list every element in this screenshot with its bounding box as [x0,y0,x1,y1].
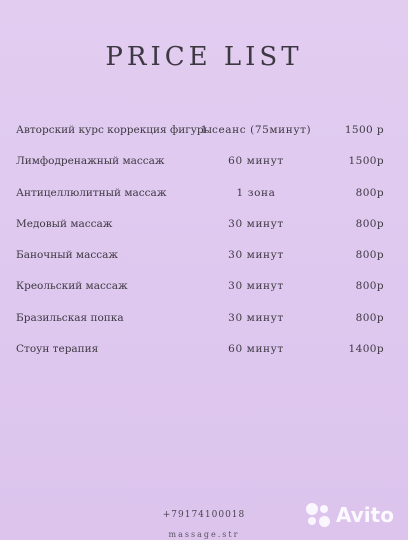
service-duration: 60 минут [228,155,284,168]
service-price: 800р [355,311,384,324]
service-name: Медовый массаж [16,217,113,230]
service-price: 800р [355,217,384,230]
service-price: 1500 р [344,124,384,136]
table-row [0,118,408,149]
avito-watermark [304,500,400,530]
service-duration: 30 минут [228,249,284,262]
table-row [0,274,408,305]
table-row [0,212,408,243]
table-row [0,337,408,368]
avito-logo-icon [304,501,332,529]
price-table [0,118,408,368]
service-price: 800р [355,186,384,199]
service-price: 1500р [348,155,384,168]
service-name: Антицеллюлитный массаж [16,186,167,199]
avito-wordmark: Avito [336,503,394,527]
table-row [0,306,408,337]
page-title: PRICE LIST [105,42,303,72]
service-name: Баночный массаж [16,249,119,262]
service-duration: 1 сеанс (75минут) [200,124,312,136]
service-price: 800р [355,280,384,293]
service-price: 800р [355,249,384,262]
service-name: Стоун терапия [16,343,99,356]
contact-phone: +79174100018 [162,510,246,520]
table-row [0,149,408,180]
table-row [0,181,408,212]
service-name: Креольский массаж [16,280,128,293]
table-row [0,243,408,274]
service-name: Лимфодренажный массаж [16,155,165,168]
service-duration: 30 минут [228,217,284,230]
service-name: Авторский курс коррекция фигуры [16,124,212,136]
service-name: Бразильская попка [16,311,124,324]
contact-site: massage.str [168,530,240,539]
service-price: 1400р [348,343,384,356]
service-duration: 30 минут [228,280,284,293]
service-duration: 60 минут [228,343,284,356]
service-duration: 30 минут [228,311,284,324]
service-duration: 1 зона [236,186,276,199]
